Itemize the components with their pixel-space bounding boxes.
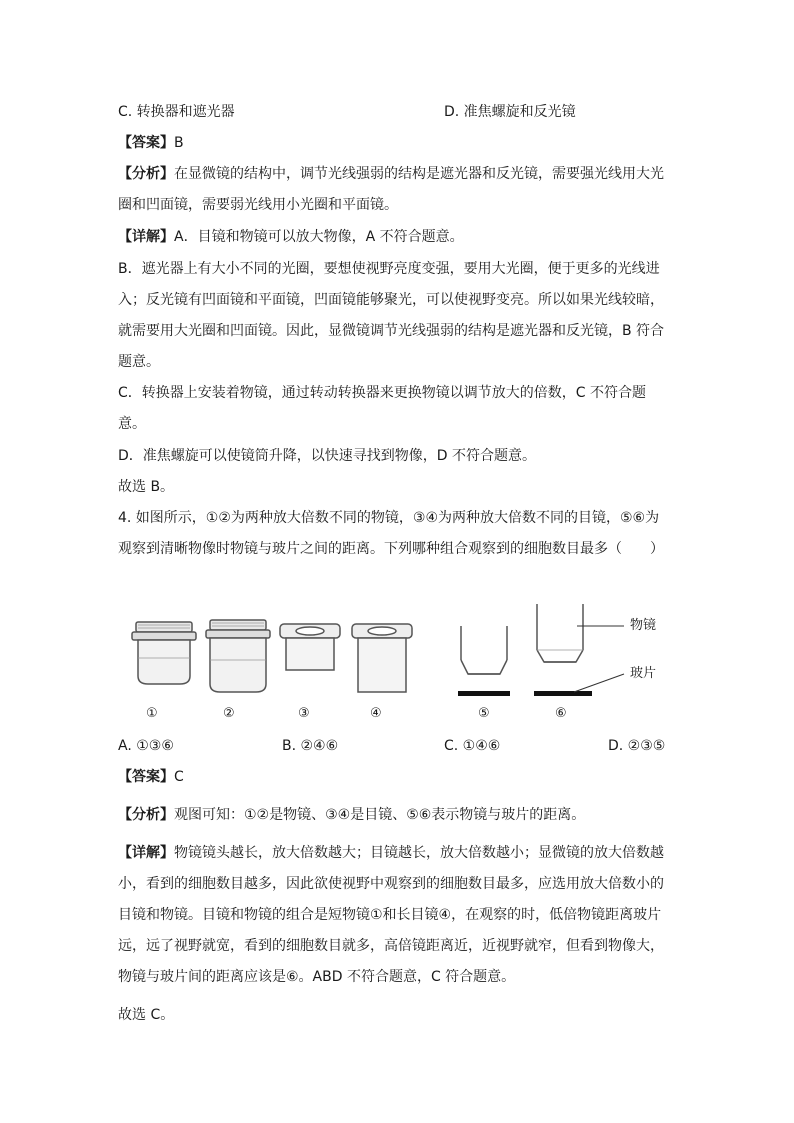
option-d: D. ②③⑤: [608, 738, 666, 754]
answer-tag: 【答案】: [118, 135, 174, 151]
answer-tag: 【答案】: [118, 769, 174, 785]
answer-value: B: [174, 135, 184, 151]
near-distance-diagram: [461, 626, 507, 674]
q4-detail-line-a: [118, 843, 664, 863]
analysis-tag: 【分析】: [118, 807, 174, 823]
q3-analysis-line-2: 圈和凹面镜，需要弱光线用小光圈和平面镜。: [118, 197, 398, 213]
analysis-text: 在显微镜的结构中，调节光线强弱的结构是遮光器和反光镜，需要强光线用大光: [174, 166, 664, 182]
microscope-lens-figure: [118, 598, 678, 728]
figure-label-5: ⑤: [478, 706, 490, 721]
option-c-prev: C. 转换器和遮光器: [118, 104, 235, 120]
answer-value: C: [174, 769, 184, 785]
option-b: B. ②④⑥: [282, 738, 339, 754]
eyepiece-long: [352, 624, 412, 692]
q4-stem-line-1: 4. 如图所示，①②为两种放大倍数不同的物镜，③④为两种放大倍数不同的目镜，⑤⑥为: [118, 510, 660, 526]
q4-detail-line: 目镜和物镜。目镜和物镜的组合是短物镜①和长目镜④，在观察的时，低倍物镜距离玻片: [118, 907, 662, 923]
q4-conclusion: 故选 C。: [118, 1007, 175, 1023]
far-distance-diagram: [537, 604, 583, 662]
q4-answer: [118, 767, 184, 787]
q3-detail-line: C．转换器上安装着物镜，通过转动转换器来更换物镜以调节放大的倍数，C 不符合题: [118, 385, 646, 401]
detail-text: 物镜镜头越长，放大倍数越大；目镜越长，放大倍数越小；显微镜的放大倍数越: [174, 845, 664, 861]
analysis-text: 观图可知：①②是物镜、③④是目镜、⑤⑥表示物镜与玻片的距离。: [174, 807, 586, 823]
q3-conclusion: 故选 B。: [118, 479, 175, 495]
q3-answer: [118, 133, 184, 153]
figure-label-2: ②: [223, 706, 235, 721]
q4-detail-line: 远，远了视野就宽，看到的细胞数目就多，高倍镜距离近，近视野就窄，但看到物像大，: [118, 938, 664, 954]
eyepiece-short: [280, 624, 340, 670]
detail-tag: 【详解】: [118, 229, 174, 245]
q3-detail-line-a: [118, 227, 464, 247]
objective-lens-long: [206, 620, 270, 692]
figure-label-3: ③: [298, 706, 310, 721]
q3-detail-line: B．遮光器上有大小不同的光圈，要想使视野亮度变强，要用大光圈，便于更多的光线进: [118, 261, 660, 277]
q3-detail-line: 意。: [118, 416, 146, 432]
q3-detail-line: 题意。: [118, 354, 160, 370]
figure-label-4: ④: [370, 706, 382, 721]
q4-analysis: [118, 805, 585, 825]
option-d-prev: D. 准焦螺旋和反光镜: [444, 104, 576, 120]
lens-diagram: [118, 598, 678, 728]
objective-lens-label: 物镜: [630, 618, 657, 633]
figure-label-1: ①: [146, 706, 158, 721]
slide-label: 玻片: [630, 666, 657, 681]
option-c: C. ①④⑥: [444, 738, 501, 754]
detail-tag: 【详解】: [118, 845, 174, 861]
q4-stem-line-2: 观察到清晰物像时物镜与玻片之间的距离。下列哪种组合观察到的细胞数目最多（ ）: [118, 541, 664, 557]
q3-detail-line: D．准焦螺旋可以使镜筒升降，以快速寻找到物像，D 不符合题意。: [118, 448, 537, 464]
q3-analysis-line-1: [118, 164, 664, 184]
detail-text: A．目镜和物镜可以放大物像，A 不符合题意。: [174, 229, 464, 245]
objective-lens-short: [132, 622, 196, 684]
option-a: A. ①③⑥: [118, 738, 174, 754]
q4-detail-line: 小，看到的细胞数目越多，因此欲使视野中观察到的细胞数目最多，应选用放大倍数小的: [118, 876, 664, 892]
q3-detail-line: 入；反光镜有凹面镜和平面镜，凹面镜能够聚光，可以使视野变亮。所以如果光线较暗，: [118, 292, 664, 308]
figure-label-6: ⑥: [555, 706, 567, 721]
q4-detail-line: 物镜与玻片间的距离应该是⑥。ABD 不符合题意，C 符合题意。: [118, 969, 516, 985]
q3-detail-line: 就需要用大光圈和凹面镜。因此，显微镜调节光线强弱的结构是遮光器和反光镜，B 符合: [118, 323, 665, 339]
analysis-tag: 【分析】: [118, 166, 174, 182]
